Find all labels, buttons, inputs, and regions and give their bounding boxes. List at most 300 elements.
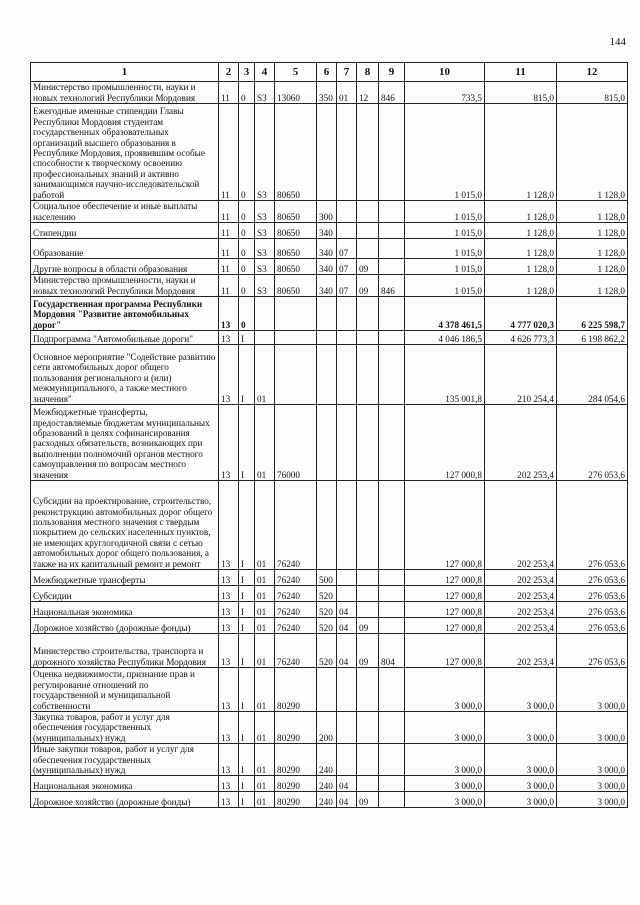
subprogram-code-cell: I (239, 712, 255, 744)
row-name-cell: Ежегодные именные стипендии Главы Республики Мордовия студентам государственных образовательных организаций высшего образования в Республике Мордовия, проявившим особые способности к творческому освоению профессиональных знаний и активно занимающимся научно-исследовательской работой (31, 104, 219, 201)
subsection-cell: 09 (357, 275, 379, 297)
measure-code-cell: 01 (255, 634, 275, 668)
row-name-cell: Дорожное хозяйство (дорожные фонды) (31, 618, 219, 634)
table-row (31, 744, 628, 776)
direction-code-cell: 80650 (275, 104, 317, 201)
subprogram-code-cell: I (239, 602, 255, 618)
ministry-code-cell (379, 223, 405, 239)
measure-code-cell: 01 (255, 712, 275, 744)
column-header: 3 (239, 63, 255, 82)
table-row (31, 201, 628, 223)
amount-year-2-cell: 202 253,4 (485, 618, 557, 634)
section-cell (337, 405, 357, 481)
row-name-cell: Государственная программа Республики Мордовия "Развитие автомобильных дорог" (31, 297, 219, 331)
table-row (31, 481, 628, 570)
expense-type-cell: 200 (317, 712, 337, 744)
amount-year-3-cell: 1 128,0 (557, 239, 628, 259)
measure-code-cell: 01 (255, 792, 275, 808)
amount-year-3-cell: 1 128,0 (557, 104, 628, 201)
column-header: 9 (379, 63, 405, 82)
section-cell: 04 (337, 792, 357, 808)
amount-year-3-cell: 276 053,6 (557, 634, 628, 668)
ministry-code-cell (379, 586, 405, 602)
amount-year-3-cell: 1 128,0 (557, 275, 628, 297)
amount-year-1-cell: 3 000,0 (405, 712, 485, 744)
expense-type-cell: 340 (317, 275, 337, 297)
section-cell (337, 223, 357, 239)
amount-year-2-cell: 1 128,0 (485, 223, 557, 239)
amount-year-3-cell: 6 225 598,7 (557, 297, 628, 331)
amount-year-2-cell: 1 128,0 (485, 239, 557, 259)
target-code-cell: 13 (219, 405, 239, 481)
amount-year-2-cell: 210 254,4 (485, 345, 557, 405)
expense-type-cell (317, 668, 337, 712)
subprogram-code-cell: 0 (239, 239, 255, 259)
row-name-cell: Образование (31, 239, 219, 259)
amount-year-3-cell: 284 054,6 (557, 345, 628, 405)
ministry-code-cell (379, 297, 405, 331)
subprogram-code-cell: I (239, 634, 255, 668)
expense-type-cell (317, 345, 337, 405)
direction-code-cell (275, 345, 317, 405)
measure-code-cell: S3 (255, 201, 275, 223)
section-cell: 04 (337, 602, 357, 618)
direction-code-cell: 13060 (275, 82, 317, 104)
measure-code-cell: S3 (255, 104, 275, 201)
subprogram-code-cell: 0 (239, 201, 255, 223)
subsection-cell (357, 331, 379, 345)
column-header: 2 (219, 63, 239, 82)
section-cell: 01 (337, 82, 357, 104)
subprogram-code-cell: I (239, 776, 255, 792)
section-cell (337, 481, 357, 570)
amount-year-1-cell: 127 000,8 (405, 586, 485, 602)
target-code-cell: 13 (219, 345, 239, 405)
subsection-cell (357, 104, 379, 201)
table-row (31, 792, 628, 808)
section-cell: 04 (337, 634, 357, 668)
target-code-cell: 13 (219, 744, 239, 776)
amount-year-1-cell: 1 015,0 (405, 259, 485, 275)
subprogram-code-cell: I (239, 744, 255, 776)
section-cell (337, 668, 357, 712)
measure-code-cell (255, 331, 275, 345)
ministry-code-cell (379, 776, 405, 792)
target-code-cell: 13 (219, 331, 239, 345)
table-row (31, 570, 628, 586)
measure-code-cell: S3 (255, 275, 275, 297)
table-body (31, 82, 628, 808)
row-name-cell: Социальное обеспечение и иные выплаты населению (31, 201, 219, 223)
target-code-cell: 13 (219, 618, 239, 634)
amount-year-3-cell: 3 000,0 (557, 776, 628, 792)
ministry-code-cell (379, 570, 405, 586)
ministry-code-cell (379, 201, 405, 223)
direction-code-cell: 76240 (275, 634, 317, 668)
section-cell (337, 297, 357, 331)
subsection-cell (357, 481, 379, 570)
subsection-cell (357, 776, 379, 792)
section-cell (337, 201, 357, 223)
amount-year-3-cell: 276 053,6 (557, 405, 628, 481)
amount-year-2-cell: 1 128,0 (485, 201, 557, 223)
subprogram-code-cell: 0 (239, 259, 255, 275)
row-name-cell: Министерство строительства, транспорта и дорожного хозяйства Республики Мордовия (31, 634, 219, 668)
subsection-cell: 09 (357, 792, 379, 808)
expense-type-cell: 520 (317, 602, 337, 618)
expense-type-cell: 520 (317, 586, 337, 602)
amount-year-1-cell: 4 046 186,5 (405, 331, 485, 345)
subprogram-code-cell: I (239, 405, 255, 481)
amount-year-2-cell: 4 626 773,3 (485, 331, 557, 345)
row-name-cell: Межбюджетные трансферты (31, 570, 219, 586)
section-cell (337, 586, 357, 602)
table-row (31, 297, 628, 331)
amount-year-3-cell: 1 128,0 (557, 201, 628, 223)
expense-type-cell: 520 (317, 634, 337, 668)
section-cell (337, 570, 357, 586)
row-name-cell: Национальная экономика (31, 776, 219, 792)
amount-year-1-cell: 1 015,0 (405, 275, 485, 297)
section-cell: 07 (337, 259, 357, 275)
target-code-cell: 11 (219, 275, 239, 297)
table-row (31, 239, 628, 259)
section-cell: 04 (337, 618, 357, 634)
direction-code-cell: 76000 (275, 405, 317, 481)
ministry-code-cell (379, 481, 405, 570)
target-code-cell: 13 (219, 668, 239, 712)
row-name-cell: Субсидии на проектирование, строительство, реконструкцию автомобильных дорог общего пользования местного значения с твердым покрытием до сельских населенных пунктов, не имеющих круглогодичной связи с сетью автомобильных дорог общего пользования, а также на их капитальный ремонт и ремонт (31, 481, 219, 570)
expense-type-cell: 350 (317, 82, 337, 104)
ministry-code-cell: 846 (379, 82, 405, 104)
expense-type-cell (317, 331, 337, 345)
measure-code-cell: 01 (255, 618, 275, 634)
amount-year-2-cell: 202 253,4 (485, 570, 557, 586)
measure-code-cell: 01 (255, 405, 275, 481)
section-cell (337, 345, 357, 405)
amount-year-2-cell: 1 128,0 (485, 275, 557, 297)
target-code-cell: 13 (219, 297, 239, 331)
budget-table (30, 62, 628, 808)
direction-code-cell: 80290 (275, 744, 317, 776)
subprogram-code-cell: 0 (239, 82, 255, 104)
table-row (31, 259, 628, 275)
ministry-code-cell (379, 618, 405, 634)
column-header: 6 (317, 63, 337, 82)
row-name-cell: Национальная экономика (31, 602, 219, 618)
table-row (31, 275, 628, 297)
expense-type-cell (317, 481, 337, 570)
direction-code-cell: 80650 (275, 223, 317, 239)
expense-type-cell: 520 (317, 618, 337, 634)
target-code-cell: 13 (219, 586, 239, 602)
amount-year-1-cell: 1 015,0 (405, 201, 485, 223)
expense-type-cell: 500 (317, 570, 337, 586)
target-code-cell: 13 (219, 570, 239, 586)
column-header: 7 (337, 63, 357, 82)
expense-type-cell: 340 (317, 223, 337, 239)
table-row (31, 618, 628, 634)
amount-year-2-cell: 202 253,4 (485, 481, 557, 570)
subprogram-code-cell: I (239, 618, 255, 634)
row-name-cell: Дорожное хозяйство (дорожные фонды) (31, 792, 219, 808)
amount-year-3-cell: 815,0 (557, 82, 628, 104)
amount-year-3-cell: 1 128,0 (557, 259, 628, 275)
subprogram-code-cell: 0 (239, 297, 255, 331)
subsection-cell (357, 712, 379, 744)
row-name-cell: Субсидии (31, 586, 219, 602)
amount-year-3-cell: 3 000,0 (557, 712, 628, 744)
measure-code-cell: S3 (255, 82, 275, 104)
direction-code-cell: 80650 (275, 259, 317, 275)
measure-code-cell: 01 (255, 570, 275, 586)
ministry-code-cell: 804 (379, 634, 405, 668)
amount-year-1-cell: 1 015,0 (405, 223, 485, 239)
amount-year-1-cell: 127 000,8 (405, 634, 485, 668)
measure-code-cell: 01 (255, 668, 275, 712)
ministry-code-cell: 846 (379, 275, 405, 297)
target-code-cell: 13 (219, 776, 239, 792)
table-row (31, 223, 628, 239)
subprogram-code-cell: I (239, 345, 255, 405)
expense-type-cell: 240 (317, 744, 337, 776)
row-name-cell: Министерство промышленности, науки и новых технологий Республики Мордовия (31, 82, 219, 104)
subsection-cell: 09 (357, 634, 379, 668)
ministry-code-cell (379, 405, 405, 481)
direction-code-cell: 76240 (275, 570, 317, 586)
amount-year-2-cell: 202 253,4 (485, 602, 557, 618)
subsection-cell (357, 239, 379, 259)
amount-year-1-cell: 1 015,0 (405, 239, 485, 259)
amount-year-1-cell: 127 000,8 (405, 481, 485, 570)
amount-year-2-cell: 3 000,0 (485, 792, 557, 808)
row-name-cell: Иные закупки товаров, работ и услуг для обеспечения государственных (муниципальных) нужд (31, 744, 219, 776)
expense-type-cell (317, 405, 337, 481)
subsection-cell (357, 201, 379, 223)
direction-code-cell: 76240 (275, 586, 317, 602)
section-cell (337, 712, 357, 744)
row-name-cell: Закупка товаров, работ и услуг для обеспечения государственных (муниципальных) нужд (31, 712, 219, 744)
amount-year-2-cell: 3 000,0 (485, 744, 557, 776)
amount-year-2-cell: 202 253,4 (485, 586, 557, 602)
subsection-cell: 12 (357, 82, 379, 104)
row-name-cell: Основное мероприятие "Содействие развитию сети автомобильных дорог общего пользования регионального и (или) межмуниципального, а также местного значения" (31, 345, 219, 405)
amount-year-1-cell: 733,5 (405, 82, 485, 104)
column-header: 5 (275, 63, 317, 82)
table-row (31, 82, 628, 104)
table-row (31, 712, 628, 744)
measure-code-cell: 01 (255, 602, 275, 618)
amount-year-3-cell: 6 198 862,2 (557, 331, 628, 345)
ministry-code-cell (379, 345, 405, 405)
row-name-cell: Министерство промышленности, науки и новых технологий Республики Мордовия (31, 275, 219, 297)
direction-code-cell: 76240 (275, 481, 317, 570)
column-header: 4 (255, 63, 275, 82)
subprogram-code-cell: I (239, 570, 255, 586)
target-code-cell: 13 (219, 602, 239, 618)
table-row (31, 405, 628, 481)
target-code-cell: 11 (219, 239, 239, 259)
measure-code-cell: S3 (255, 239, 275, 259)
direction-code-cell (275, 331, 317, 345)
expense-type-cell: 340 (317, 239, 337, 259)
subsection-cell (357, 223, 379, 239)
expense-type-cell: 240 (317, 776, 337, 792)
amount-year-2-cell: 202 253,4 (485, 634, 557, 668)
column-header: 12 (557, 63, 628, 82)
subprogram-code-cell: 0 (239, 104, 255, 201)
direction-code-cell: 76240 (275, 602, 317, 618)
subprogram-code-cell: 0 (239, 223, 255, 239)
row-name-cell: Другие вопросы в области образования (31, 259, 219, 275)
table-row (31, 345, 628, 405)
measure-code-cell: 01 (255, 586, 275, 602)
ministry-code-cell (379, 331, 405, 345)
ministry-code-cell (379, 744, 405, 776)
subsection-cell (357, 405, 379, 481)
amount-year-3-cell: 276 053,6 (557, 570, 628, 586)
subprogram-code-cell: I (239, 792, 255, 808)
target-code-cell: 13 (219, 792, 239, 808)
column-header: 8 (357, 63, 379, 82)
amount-year-1-cell: 3 000,0 (405, 668, 485, 712)
measure-code-cell: 01 (255, 345, 275, 405)
amount-year-1-cell: 127 000,8 (405, 570, 485, 586)
target-code-cell: 13 (219, 712, 239, 744)
section-cell: 04 (337, 776, 357, 792)
amount-year-2-cell: 1 128,0 (485, 259, 557, 275)
section-cell (337, 744, 357, 776)
amount-year-1-cell: 127 000,8 (405, 405, 485, 481)
amount-year-3-cell: 276 053,6 (557, 586, 628, 602)
subsection-cell (357, 297, 379, 331)
direction-code-cell: 80650 (275, 239, 317, 259)
expense-type-cell: 240 (317, 792, 337, 808)
amount-year-3-cell: 3 000,0 (557, 792, 628, 808)
measure-code-cell: 01 (255, 744, 275, 776)
measure-code-cell: S3 (255, 259, 275, 275)
expense-type-cell (317, 104, 337, 201)
table-row (31, 586, 628, 602)
section-cell (337, 104, 357, 201)
ministry-code-cell (379, 239, 405, 259)
row-name-cell: Подпрограмма "Автомобильные дороги" (31, 331, 219, 345)
subsection-cell: 09 (357, 259, 379, 275)
amount-year-3-cell: 276 053,6 (557, 618, 628, 634)
direction-code-cell: 80290 (275, 792, 317, 808)
subsection-cell (357, 345, 379, 405)
subprogram-code-cell: I (239, 586, 255, 602)
section-cell: 07 (337, 275, 357, 297)
subsection-cell (357, 744, 379, 776)
subsection-cell (357, 602, 379, 618)
subprogram-code-cell: I (239, 331, 255, 345)
ministry-code-cell (379, 259, 405, 275)
measure-code-cell: 01 (255, 776, 275, 792)
direction-code-cell: 80290 (275, 668, 317, 712)
amount-year-3-cell: 1 128,0 (557, 223, 628, 239)
amount-year-1-cell: 3 000,0 (405, 744, 485, 776)
expense-type-cell: 340 (317, 259, 337, 275)
section-cell (337, 331, 357, 345)
target-code-cell: 11 (219, 259, 239, 275)
direction-code-cell: 80650 (275, 275, 317, 297)
ministry-code-cell (379, 602, 405, 618)
amount-year-2-cell: 202 253,4 (485, 405, 557, 481)
amount-year-2-cell: 1 128,0 (485, 104, 557, 201)
amount-year-3-cell: 276 053,6 (557, 481, 628, 570)
target-code-cell: 11 (219, 104, 239, 201)
amount-year-3-cell: 3 000,0 (557, 668, 628, 712)
expense-type-cell: 300 (317, 201, 337, 223)
amount-year-1-cell: 3 000,0 (405, 792, 485, 808)
column-header: 1 (31, 63, 219, 82)
amount-year-1-cell: 127 000,8 (405, 618, 485, 634)
expense-type-cell (317, 297, 337, 331)
column-header: 10 (405, 63, 485, 82)
ministry-code-cell (379, 668, 405, 712)
row-name-cell: Межбюджетные трансферты, предоставляемые бюджетам муниципальных образований в целях софинансирования расходных обязательств, возникающих при выполнении полномочий органов местного самоуправления по вопросам местного значения (31, 405, 219, 481)
subprogram-code-cell: I (239, 668, 255, 712)
table-row (31, 104, 628, 201)
subprogram-code-cell: 0 (239, 275, 255, 297)
table-row (31, 776, 628, 792)
direction-code-cell: 80290 (275, 776, 317, 792)
measure-code-cell (255, 297, 275, 331)
subsection-cell: 09 (357, 618, 379, 634)
target-code-cell: 13 (219, 481, 239, 570)
direction-code-cell: 76240 (275, 618, 317, 634)
amount-year-2-cell: 4 777 020,3 (485, 297, 557, 331)
column-header: 11 (485, 63, 557, 82)
amount-year-3-cell: 3 000,0 (557, 744, 628, 776)
target-code-cell: 11 (219, 223, 239, 239)
row-name-cell: Стипендии (31, 223, 219, 239)
table-row (31, 331, 628, 345)
amount-year-2-cell: 3 000,0 (485, 776, 557, 792)
ministry-code-cell (379, 792, 405, 808)
amount-year-2-cell: 815,0 (485, 82, 557, 104)
amount-year-2-cell: 3 000,0 (485, 712, 557, 744)
amount-year-3-cell: 276 053,6 (557, 602, 628, 618)
table-row (31, 634, 628, 668)
ministry-code-cell (379, 712, 405, 744)
target-code-cell: 11 (219, 82, 239, 104)
target-code-cell: 13 (219, 634, 239, 668)
target-code-cell: 11 (219, 201, 239, 223)
amount-year-1-cell: 4 378 461,5 (405, 297, 485, 331)
header-row (31, 63, 628, 82)
direction-code-cell (275, 297, 317, 331)
row-name-cell: Оценка недвижимости, признание прав и регулирование отношений по государственной и муниципальной собственности (31, 668, 219, 712)
amount-year-1-cell: 1 015,0 (405, 104, 485, 201)
amount-year-2-cell: 3 000,0 (485, 668, 557, 712)
amount-year-1-cell: 135 001,8 (405, 345, 485, 405)
measure-code-cell: 01 (255, 481, 275, 570)
subsection-cell (357, 570, 379, 586)
direction-code-cell: 80290 (275, 712, 317, 744)
measure-code-cell: S3 (255, 223, 275, 239)
subprogram-code-cell: I (239, 481, 255, 570)
section-cell: 07 (337, 239, 357, 259)
subsection-cell (357, 586, 379, 602)
ministry-code-cell (379, 104, 405, 201)
direction-code-cell: 80650 (275, 201, 317, 223)
table-row (31, 602, 628, 618)
amount-year-1-cell: 127 000,8 (405, 602, 485, 618)
page-number: 144 (609, 36, 626, 48)
amount-year-1-cell: 3 000,0 (405, 776, 485, 792)
